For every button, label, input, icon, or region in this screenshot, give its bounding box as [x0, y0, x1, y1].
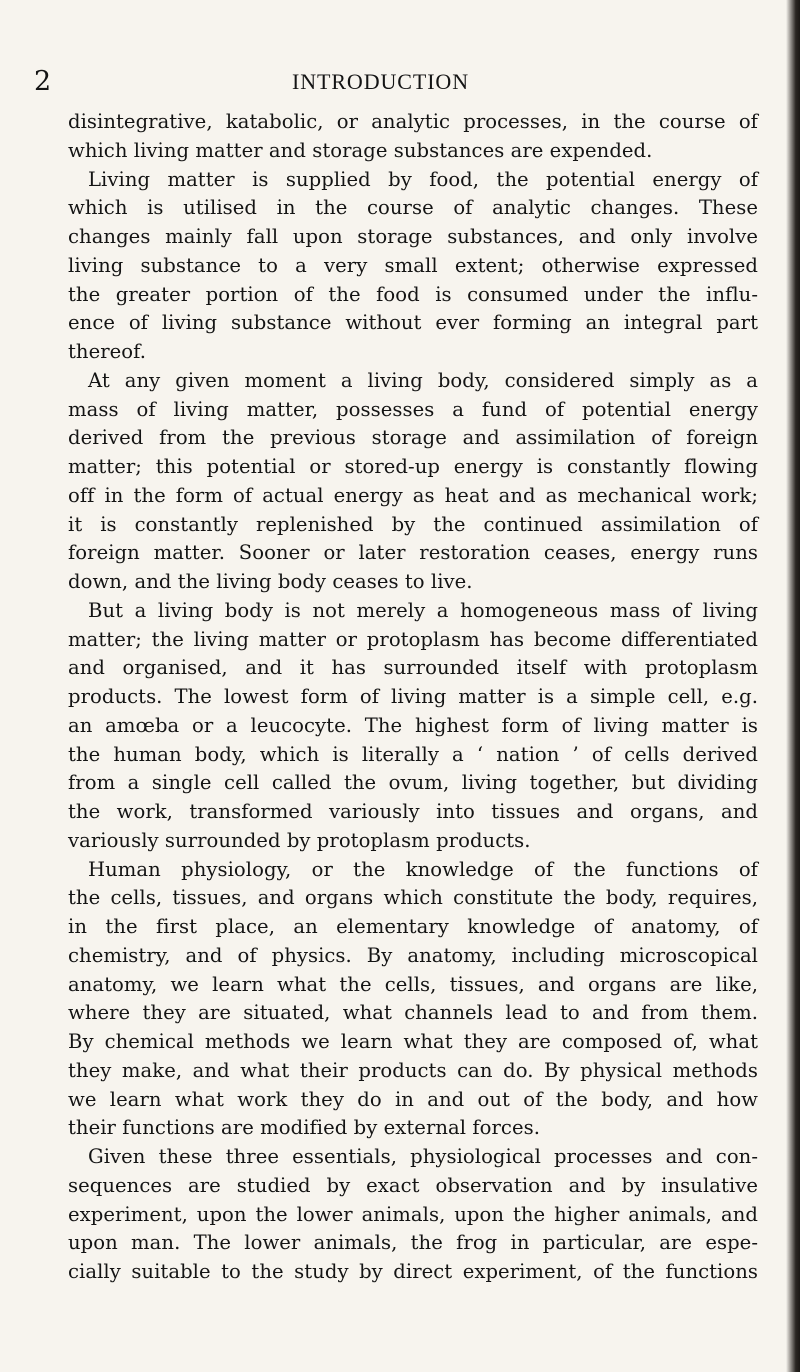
text-line: anatomy, we learn what the cells, tissues, and organs are like, — [68, 972, 758, 996]
text-line: the human body, which is literally a ‘ nation ’ of cells derived — [68, 742, 758, 766]
text-line: which is utilised in the course of analytic changes. These — [68, 196, 758, 220]
text-line: Given these three essentials, physiological processes and con- — [88, 1145, 758, 1168]
text-line: from a single cell called the ovum, living together, but dividing — [68, 771, 758, 795]
text-line: products. The lowest form of living matter is a simple cell, e.g. — [68, 685, 758, 708]
text-line: we learn what work they do in and out of the body, and how — [68, 1087, 758, 1111]
running-head: INTRODUCTION — [292, 69, 470, 94]
page-edge-shadow — [786, 0, 800, 1372]
text-line: By chemical methods we learn what they are composed of, what — [68, 1030, 758, 1053]
text-line: But a living body is not merely a homogeneous mass of living — [88, 598, 758, 622]
text-line: where they are situated, what channels lead to and from them. — [68, 1001, 758, 1025]
text-line: ence of living substance without ever forming an integral part — [68, 311, 758, 335]
page-number: 2 — [34, 66, 52, 97]
text-line: derived from the previous storage and assimilation of foreign — [68, 426, 758, 450]
text-line: which living matter and storage substances are expended. — [68, 138, 653, 162]
text-line: the work, transformed variously into tissues and organs, and — [68, 800, 758, 823]
text-line: an amœba or a leucocyte. The highest form of living matter is — [68, 713, 758, 737]
text-line: matter; this potential or stored-up energy is constantly flowing — [68, 455, 758, 478]
text-line: experiment, upon the lower animals, upon the higher animals, and — [68, 1202, 758, 1226]
text-line: sequences are studied by exact observation and by insulative — [68, 1173, 758, 1197]
text-line: cially suitable to the study by direct experiment, of the functions — [68, 1260, 758, 1283]
text-line: changes mainly fall upon storage substances, and only involve — [68, 225, 758, 248]
text-line: Living matter is supplied by food, the potential energy of — [88, 167, 758, 191]
text-line: in the first place, an elementary knowledge of anatomy, of — [68, 915, 758, 938]
text-line: At any given moment a living body, considered simply as a — [88, 368, 758, 392]
text-line: the greater portion of the food is consumed under the influ- — [68, 282, 758, 306]
text-line: disintegrative, katabolic, or analytic processes, in the course of — [68, 110, 758, 133]
text-line: matter; the living matter or protoplasm has become differentiated — [68, 627, 758, 651]
text-line: off in the form of actual energy as heat and as mechanical work; — [68, 483, 758, 507]
body-text — [68, 108, 758, 1287]
text-line: chemistry, and of physics. By anatomy, including microscopical — [68, 943, 758, 967]
text-line: upon man. The lower animals, the frog in particular, are espe- — [68, 1231, 758, 1255]
text-line: their functions are modified by external forces. — [68, 1116, 540, 1140]
text-line: the cells, tissues, and organs which constitute the body, requires, — [68, 886, 758, 910]
text-line: foreign matter. Sooner or later restoration ceases, energy runs — [68, 541, 758, 565]
text-line: down, and the living body ceases to live. — [68, 570, 473, 593]
text-line: variously surrounded by protoplasm products. — [68, 828, 531, 852]
text-line: living substance to a very small extent; otherwise expressed — [68, 253, 758, 277]
text-line: and organised, and it has surrounded itself with protoplasm — [68, 656, 758, 680]
text-line: it is constantly replenished by the continued assimilation of — [68, 512, 758, 536]
text-line: they make, and what their products can do. By physical methods — [68, 1058, 758, 1082]
text-line: Human physiology, or the knowledge of the functions of — [88, 857, 758, 881]
text-line: thereof. — [68, 340, 147, 363]
text-line: mass of living matter, possesses a fund of potential energy — [68, 397, 758, 421]
